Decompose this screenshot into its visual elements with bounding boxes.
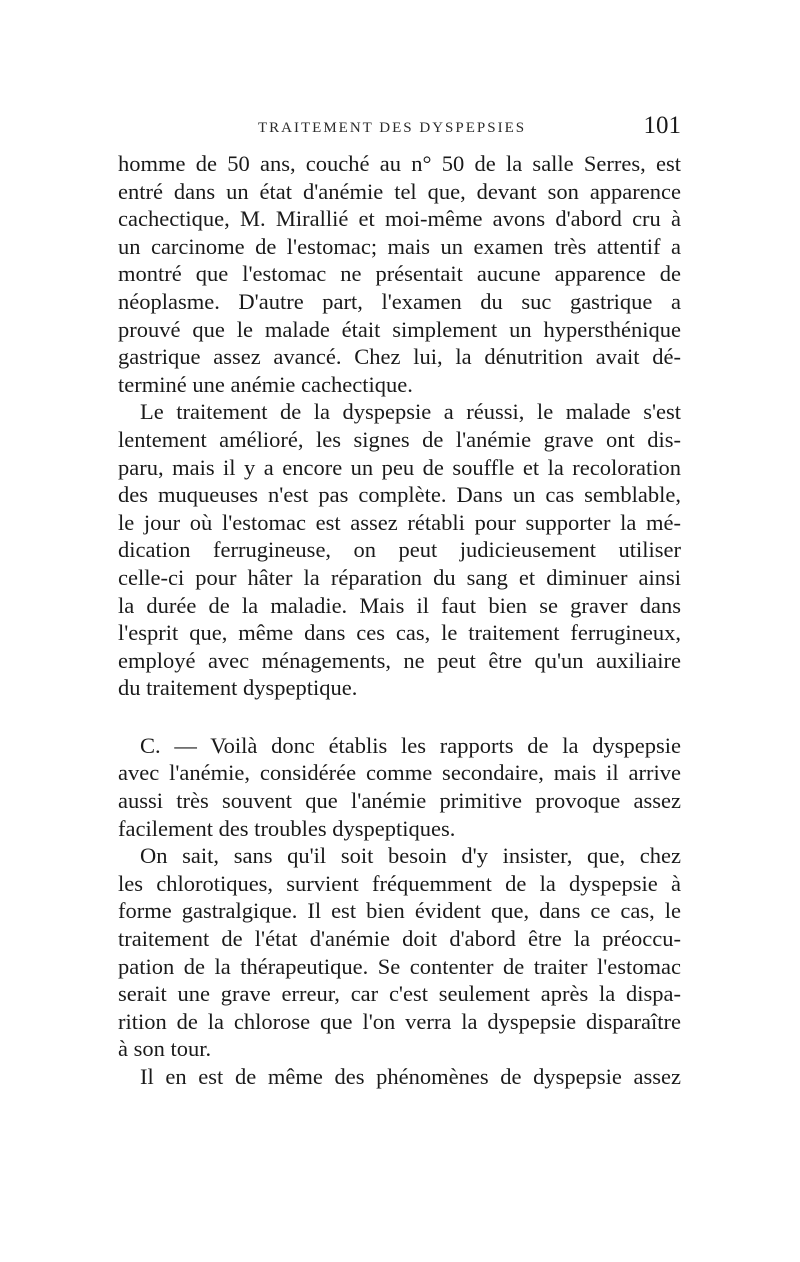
text-line: gastrique assez avancé. Chez lui, la dénutrition avait dé- xyxy=(118,344,681,370)
text-line: homme de 50 ans, couché au n° 50 de la salle Serres, est xyxy=(118,151,681,176)
text-line: celle-ci pour hâter la réparation du sang et diminuer ainsi xyxy=(118,564,681,590)
text-line: traitement de l'état d'anémie doit d'abord être la préoccu- xyxy=(118,926,681,952)
text-line: entré dans un état d'anémie tel que, devant son apparence xyxy=(118,178,681,204)
text-line: Il en est de même des phénomènes de dyspepsie assez xyxy=(140,1064,681,1089)
text-line: néoplasme. D'autre part, l'examen du suc gastrique a xyxy=(118,288,681,314)
text-line: l'esprit que, même dans ces cas, le traitement ferrugineux, xyxy=(118,620,681,646)
text-line: lentement amélioré, les signes de l'anémie grave ont dis- xyxy=(118,426,681,452)
text-line: dication ferrugineuse, on peut judicieusement utiliser xyxy=(118,537,681,563)
text-line: le jour où l'estomac est assez rétabli pour supporter la mé- xyxy=(118,509,681,535)
paragraph-3 xyxy=(118,732,681,842)
text-line: On sait, sans qu'il soit besoin d'y insister, que, chez xyxy=(140,843,681,869)
text-line: employé avec ménagements, ne peut être qu'un auxiliaire xyxy=(118,647,681,673)
text-line: montré que l'estomac ne présentait aucune apparence de xyxy=(118,261,681,287)
text-line: paru, mais il y a encore un peu de souffle et la recoloration xyxy=(118,454,681,480)
page-number: 101 xyxy=(643,112,681,139)
text-line: cachectique, M. Mirallié et moi-même avons d'abord cru à xyxy=(118,206,681,232)
paragraph-4 xyxy=(118,842,681,1063)
text-line: serait une grave erreur, car c'est seulement après la dispa- xyxy=(118,981,681,1007)
text-line: prouvé que le malade était simplement un hypersthénique xyxy=(118,316,681,342)
text-line: rition de la chlorose que l'on verra la dyspepsie disparaître xyxy=(118,1008,681,1034)
text-line: aussi très souvent que l'anémie primitive provoque assez xyxy=(118,788,681,814)
text-line: un carcinome de l'estomac; mais un examen très attentif a xyxy=(118,233,681,259)
section-gap xyxy=(118,702,681,732)
text-line: la durée de la maladie. Mais il faut bien se graver dans xyxy=(118,592,681,618)
text-line: à son tour. xyxy=(118,1036,212,1062)
text-line: des muqueuses n'est pas complète. Dans un cas semblable, xyxy=(118,482,681,508)
text-line: pation de la thérapeutique. Se contenter de traiter l'estomac xyxy=(118,953,681,979)
text-line: avec l'anémie, considérée comme secondaire, mais il arrive xyxy=(118,760,681,786)
text-line: Le traitement de la dyspepsie a réussi, le malade s'est xyxy=(140,399,681,425)
page-header xyxy=(118,112,683,146)
body-text xyxy=(118,150,681,1091)
text-line: les chlorotiques, survient fréquemment de la dyspepsie à xyxy=(118,870,681,896)
paragraph-5 xyxy=(118,1063,681,1091)
text-line: terminé une anémie cachectique. xyxy=(118,371,413,397)
text-line: facilement des troubles dyspeptiques. xyxy=(118,815,456,841)
text-line: du traitement dyspeptique. xyxy=(118,675,358,701)
paragraph-1 xyxy=(118,150,681,398)
running-title: TRAITEMENT DES DYSPEPSIES xyxy=(258,120,527,136)
text-line: C. — Voilà donc établis les rapports de la dyspepsie xyxy=(140,732,681,758)
paragraph-2 xyxy=(118,398,681,702)
text-line: forme gastralgique. Il est bien évident que, dans ce cas, le xyxy=(118,898,681,924)
